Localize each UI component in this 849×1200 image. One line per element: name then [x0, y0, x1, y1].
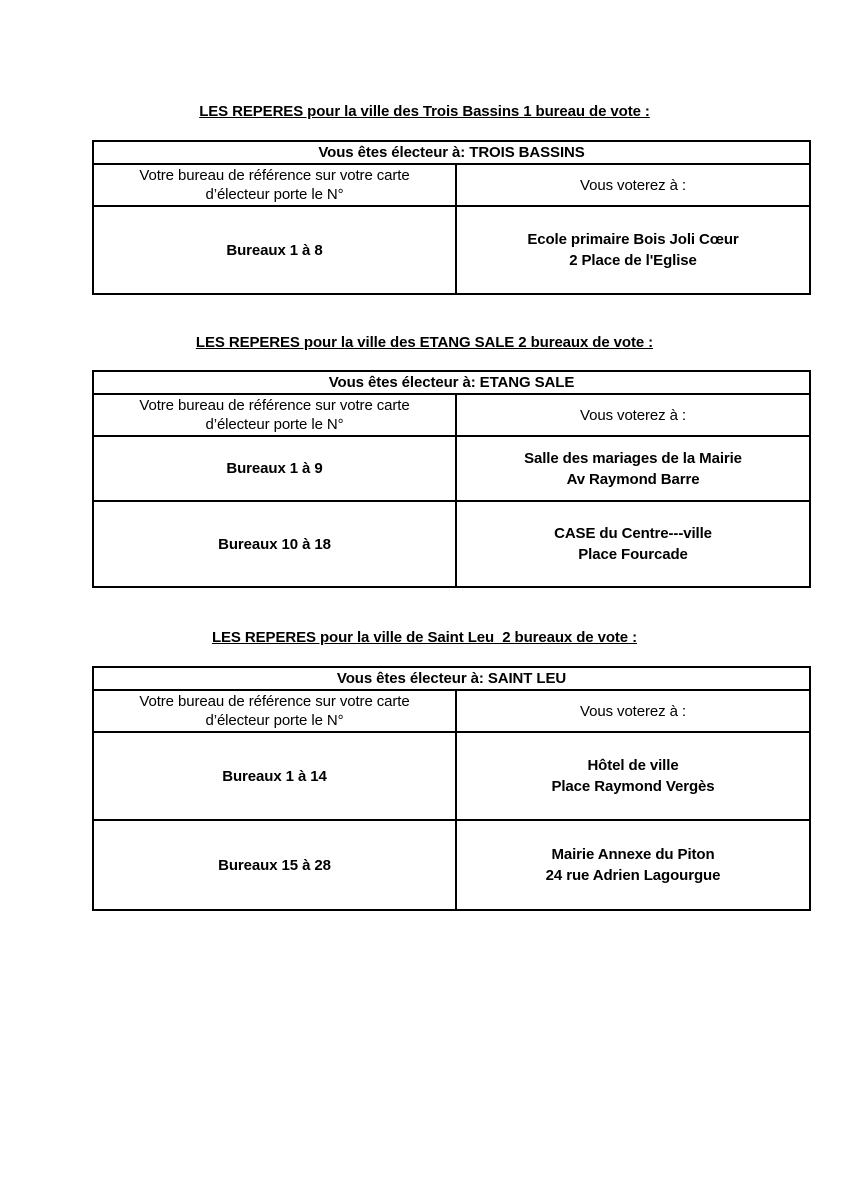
- bureaux-range-cell: Bureaux 1 à 14: [93, 732, 456, 820]
- section-title-etang-sale: LES REPERES pour la ville des ETANG SALE 2 bureaux de vote :: [195, 334, 654, 351]
- bureaux-range-cell: Bureaux 1 à 8: [93, 206, 456, 294]
- section-title-trois-bassins: LES REPERES pour la ville des Trois Bassins 1 bureau de vote :: [199, 103, 650, 120]
- document-content: [92, 0, 811, 911]
- polling-place-name: Mairie Annexe du Piton: [551, 846, 715, 863]
- polling-place-name: CASE du Centre---ville: [554, 525, 712, 542]
- polling-table-etang-sale: [92, 370, 811, 588]
- column-header-bureau: [93, 690, 456, 732]
- column-header-lieu: Vous voterez à :: [456, 394, 810, 436]
- table-header-cell: Vous êtes électeur à: TROIS BASSINS: [93, 141, 810, 164]
- table-header-cell: Vous êtes électeur à: SAINT LEU: [93, 667, 810, 690]
- bureaux-range-cell: Bureaux 1 à 9: [93, 436, 456, 501]
- polling-place-name: Hôtel de ville: [587, 757, 679, 774]
- bureaux-range-cell: Bureaux 10 à 18: [93, 501, 456, 587]
- polling-place-name: Salle des mariages de la Mairie: [524, 449, 742, 467]
- table-row: [93, 371, 810, 394]
- column-header-line: d’électeur porte le N°: [205, 186, 344, 203]
- column-header-line: Votre bureau de référence sur votre carte: [139, 397, 410, 414]
- table-row: [93, 501, 810, 587]
- table-row: [93, 732, 810, 820]
- polling-table-trois-bassins: [92, 140, 811, 295]
- section-saint-leu: [92, 588, 811, 911]
- column-header-lieu: Vous voterez à :: [456, 690, 810, 732]
- column-header-bureau: [93, 164, 456, 206]
- table-row: [93, 394, 810, 436]
- column-header-bureau: [93, 394, 456, 436]
- polling-place-cell: [456, 436, 810, 501]
- column-header-line: Votre bureau de référence sur votre carte: [139, 693, 410, 710]
- polling-place-address: 2 Place de l'Eglise: [569, 252, 697, 269]
- table-row: [93, 690, 810, 732]
- column-header-line: d’électeur porte le N°: [205, 712, 344, 729]
- column-header-line: d’électeur porte le N°: [205, 416, 344, 433]
- polling-place-address: Place Fourcade: [578, 546, 688, 563]
- polling-place-cell: [456, 732, 810, 820]
- polling-place-address: 24 rue Adrien Lagourgue: [545, 867, 721, 884]
- bureaux-range-cell: Bureaux 15 à 28: [93, 820, 456, 910]
- polling-place-name: Ecole primaire Bois Joli Cœur: [527, 231, 739, 248]
- polling-place-cell: [456, 820, 810, 910]
- polling-place-address: Place Raymond Vergès: [551, 778, 715, 795]
- table-row: [93, 667, 810, 690]
- table-header-cell: Vous êtes électeur à: ETANG SALE: [93, 371, 810, 394]
- column-header-line: Votre bureau de référence sur votre carte: [139, 167, 410, 184]
- table-row: [93, 164, 810, 206]
- section-etang-sale: [92, 295, 811, 588]
- section-trois-bassins: [92, 0, 811, 295]
- table-row: [93, 820, 810, 910]
- table-row: [93, 141, 810, 164]
- section-title-saint-leu: LES REPERES pour la ville de Saint Leu 2 bureaux de vote :: [211, 629, 638, 646]
- table-row: [93, 206, 810, 294]
- polling-place-cell: [456, 206, 810, 294]
- column-header-lieu: Vous voterez à :: [456, 164, 810, 206]
- polling-place-address: Av Raymond Barre: [566, 470, 700, 488]
- polling-place-cell: [456, 501, 810, 587]
- table-row: [93, 436, 810, 501]
- polling-table-saint-leu: [92, 666, 811, 911]
